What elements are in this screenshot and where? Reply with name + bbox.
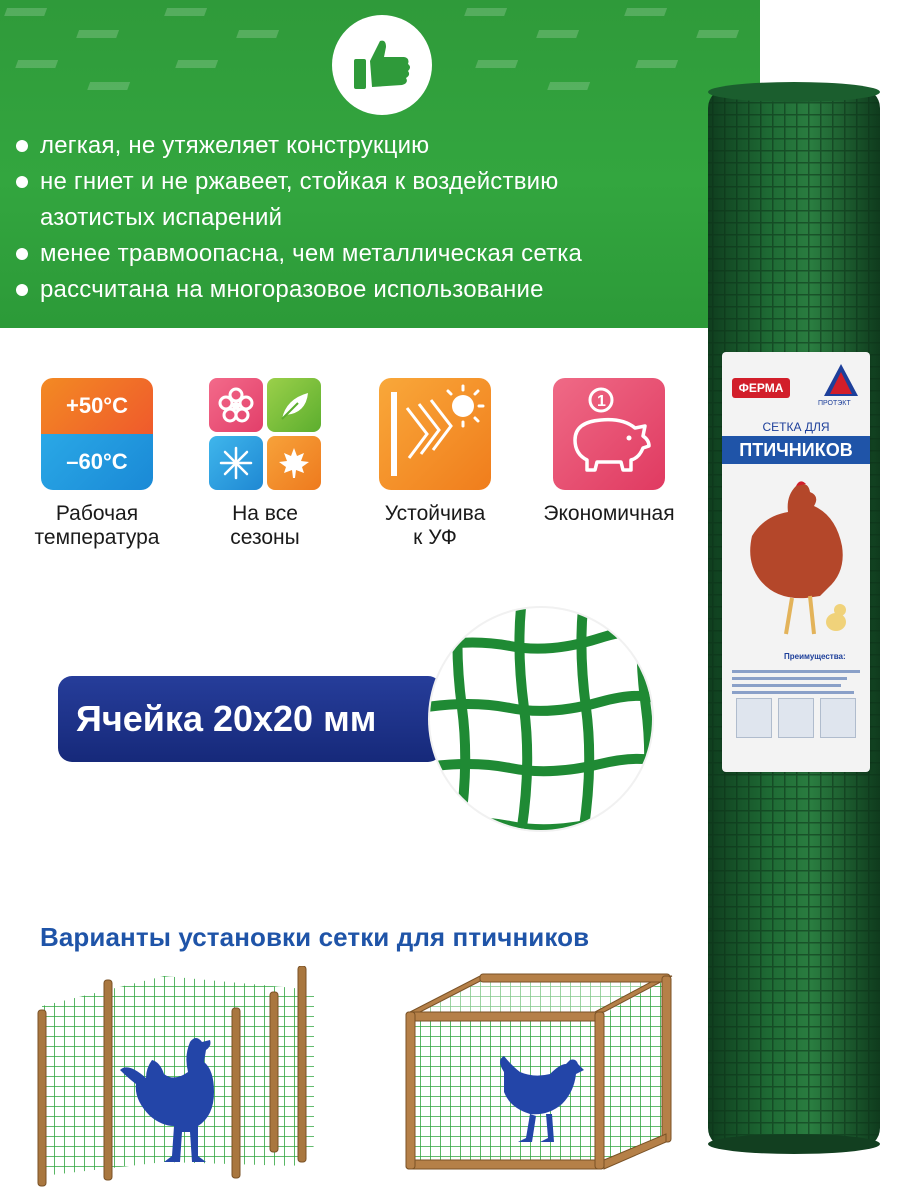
temperature-hot: +50°C	[41, 378, 153, 434]
svg-text:1: 1	[597, 393, 606, 410]
caption-line: Рабочая	[55, 502, 139, 525]
label-line-1: СЕТКА ДЛЯ	[762, 420, 830, 434]
label-advantages: Преимущества:	[784, 652, 846, 661]
install-title: Варианты установки сетки для птичников	[40, 922, 590, 952]
mesh-closeup	[430, 608, 652, 830]
install-box-scene	[400, 966, 690, 1188]
maker-logo-icon	[822, 362, 860, 402]
caption-line: Устойчива	[384, 502, 486, 525]
caption-line: к УФ	[413, 526, 457, 549]
temperature-cold: –60°C	[41, 434, 153, 490]
product-label	[722, 352, 870, 772]
feature-seasons	[180, 378, 350, 550]
label-brand: ФЕРМА	[732, 378, 790, 398]
benefits-banner	[0, 0, 760, 328]
seasons-tile	[209, 378, 321, 490]
piggy-bank-icon	[553, 378, 665, 490]
benefit-item: не гниет и не ржавеет, стойкая к воздействию	[14, 164, 754, 200]
maple-leaf-icon	[267, 436, 321, 490]
label-fine-print	[732, 666, 860, 698]
thumbs-up-icon	[350, 33, 414, 97]
benefit-item-continuation: азотистых испарений	[40, 204, 283, 231]
caption-line: сезоны	[230, 526, 300, 549]
temperature-tile	[41, 378, 153, 490]
benefits-list	[14, 128, 754, 308]
feature-caption	[350, 502, 520, 550]
label-line-2: ПТИЧНИКОВ	[722, 436, 870, 464]
cell-size-badge	[58, 676, 442, 762]
feature-caption	[524, 502, 694, 526]
feature-economy	[524, 378, 694, 526]
cell-size-text: Ячейка 20х20 мм	[76, 698, 377, 739]
snowflake-icon	[209, 436, 263, 490]
economy-tile	[553, 378, 665, 490]
hen-photo-icon	[736, 476, 856, 646]
label-maker: ПРОТЭКТ	[818, 400, 851, 407]
feature-caption	[180, 502, 350, 550]
benefit-item: легкая, не утяжеляет конструкцию	[14, 128, 754, 164]
feature-temperature	[12, 378, 182, 550]
feature-caption	[12, 502, 182, 550]
caption-line: Экономичная	[543, 502, 675, 525]
flower-icon	[209, 378, 263, 432]
feature-uv	[350, 378, 520, 550]
mesh-pattern	[430, 608, 652, 830]
leaf-icon	[267, 378, 321, 432]
sun-icon	[379, 378, 491, 490]
caption-line: температура	[34, 526, 160, 549]
label-diagrams	[736, 698, 856, 738]
install-fence-scene	[24, 966, 334, 1188]
uv-tile	[379, 378, 491, 490]
thumbs-up-badge	[332, 15, 432, 115]
benefit-item: менее травмоопасна, чем металлическая сетка	[14, 236, 754, 272]
caption-line: На все	[232, 502, 298, 525]
benefit-item: рассчитана на многоразовое использование	[14, 272, 754, 308]
